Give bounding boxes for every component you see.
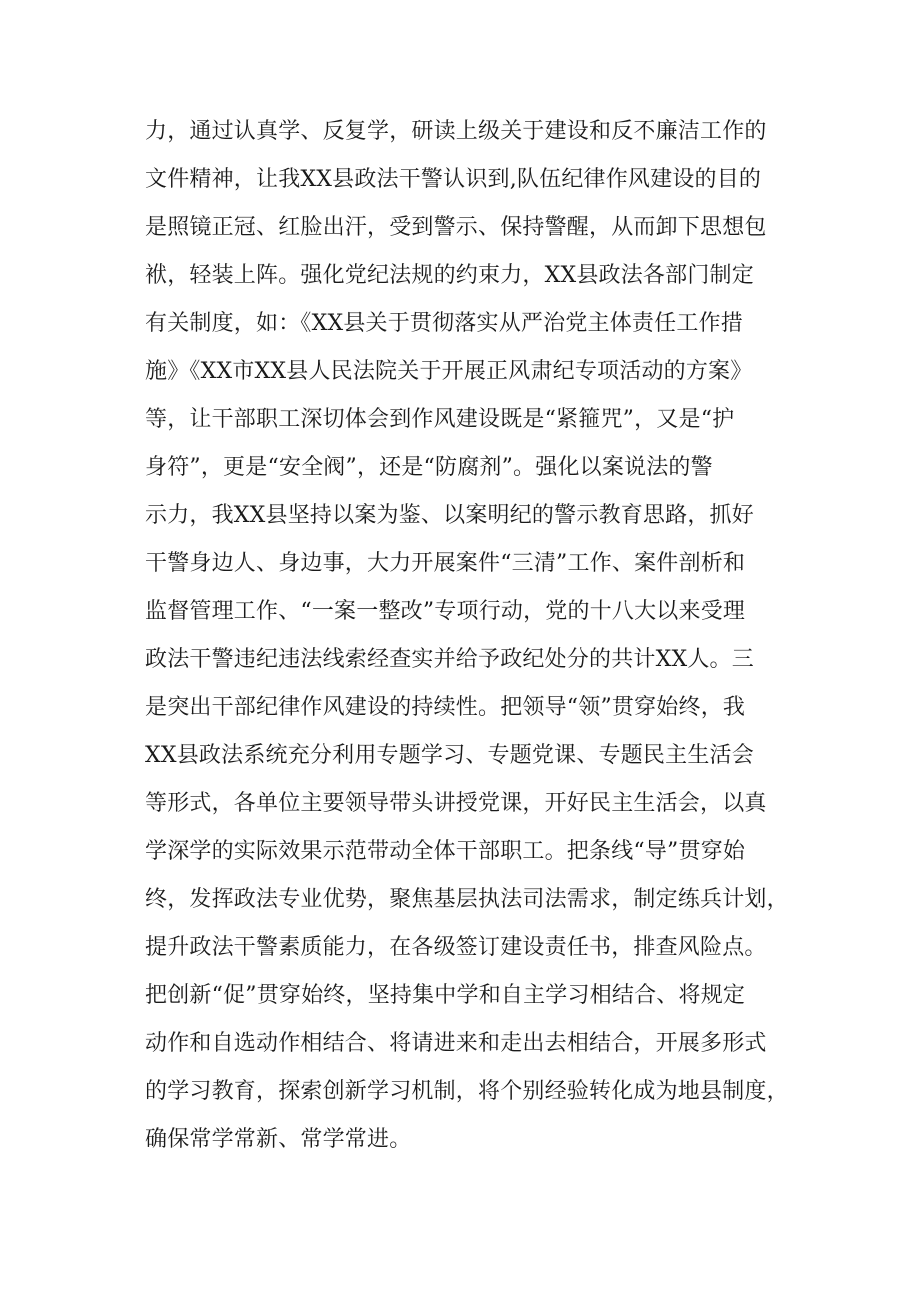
text-line: 确保常学常新、常学常进。 [145,1127,412,1152]
text-line: 有关制度，如：《XX县关于贯彻落实从严治党主体责任工作措 [145,311,743,336]
text-line: 学深学的实际效果示范带动全体干部职工。把条线“导”贯穿始 [145,839,746,864]
text-line: 提升政法干警素质能力，在各级签订建设责任书，排查风险点。 [145,935,767,960]
text-line: 干警身边人、身边事，大力开展案件“三清”工作、案件剖析和 [145,551,746,576]
text-line: 终，发挥政法专业优势，聚焦基层执法司法需求，制定练兵计划， [145,887,789,912]
text-line: 把创新“促”贯穿始终，坚持集中学和自主学习相结合、将规定 [145,983,746,1008]
text-line: 施》《XX市XX县人民法院关于开展正风肃纪专项活动的方案》 [145,359,753,384]
text-line: 监督管理工作、“一案一整改”专项行动，党的十八大以来受理 [145,599,746,624]
text-line: 等，让干部职工深切体会到作风建设既是“紧箍咒”，又是“护 [145,407,735,432]
text-line: 力，通过认真学、反复学，研读上级关于建设和反不廉洁工作的 [145,119,767,144]
text-line: 是照镜正冠、红脸出汗，受到警示、保持警醒，从而卸下思想包 [145,215,767,240]
text-line: 动作和自选动作相结合、将请进来和走出去相结合，开展多形式 [145,1031,767,1056]
text-line: 的学习教育，探索创新学习机制，将个别经验转化成为地县制度， [145,1079,789,1104]
text-line: 政法干警违纪违法线索经查实并给予政纪处分的共计XX人。三 [145,647,754,672]
text-line: 文件精神，让我XX县政法干警认识到,队伍纪律作风建设的目的 [145,167,762,192]
text-line: 示力，我XX县坚持以案为鉴、以案明纪的警示教育思路，抓好 [145,503,754,528]
text-line: XX县政法系统充分利用专题学习、专题党课、专题民主生活会 [145,743,754,768]
text-line: 是突出干部纪律作风建设的持续性。把领导“领”贯穿始终，我 [145,695,746,720]
text-line: 身符”，更是“安全阀”，还是“防腐剂”。强化以案说法的警 [145,455,713,480]
text-line: 等形式，各单位主要领导带头讲授党课，开好民主生活会，以真 [145,791,767,816]
text-line: 袱，轻装上阵。强化党纪法规的约束力，XX县政法各部门制定 [145,263,754,288]
body-paragraph [145,108,810,1164]
